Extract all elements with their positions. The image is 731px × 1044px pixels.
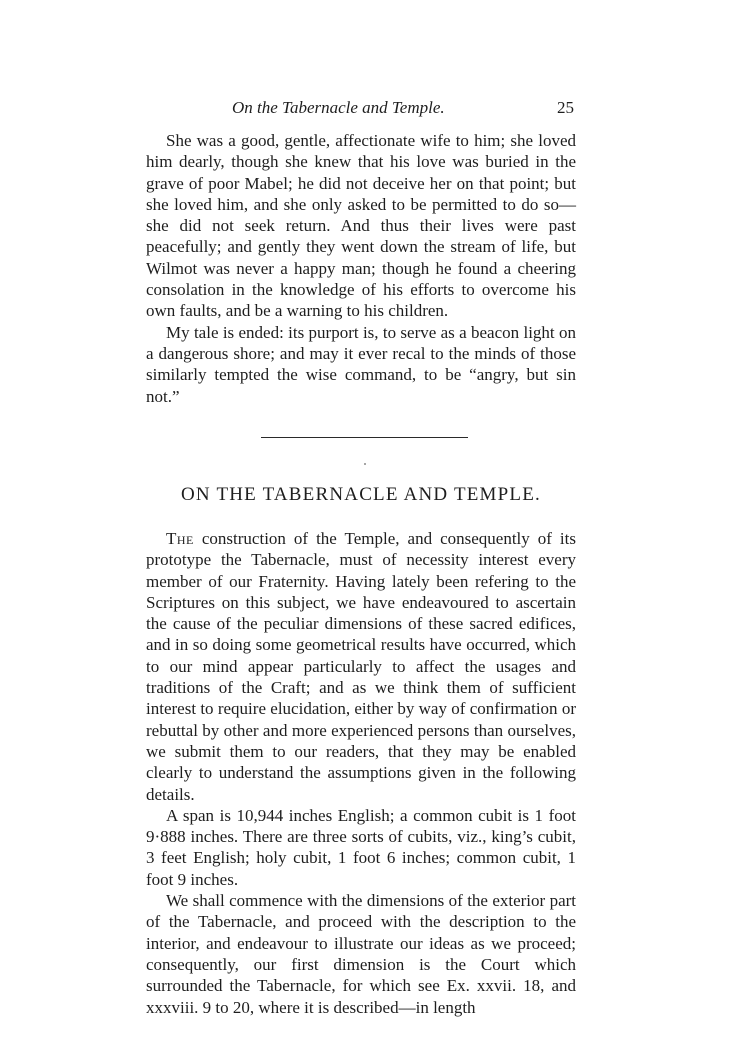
article-body [146,528,576,1018]
story-conclusion [146,130,576,407]
opening-word: The [166,529,194,548]
page-number: 25 [557,98,574,117]
article-title: ON THE TABERNACLE AND TEMPLE. [181,484,541,505]
story-paragraph: My tale is ended: its purport is, to serve as a beacon light on a dangerous shore; and may it ever recal to the minds of those similarly tempted the wise command, to be “angry, but sin not.” [146,322,576,406]
article-paragraph [146,528,576,805]
article-paragraph: A span is 10,944 inches English; a common cubit is 1 foot 9·888 inches. There are three sorts of cubits, viz., king’s cubit, 3 feet English; holy cubit, 1 foot 6 inches; common cubit, 1 foot 9 inches. [146,805,576,889]
print-speck [364,463,366,465]
running-head-title: On the Tabernacle and Temple. [232,98,445,117]
section-divider [261,437,468,438]
running-head [146,98,574,122]
paragraph-text: construction of the Temple, and consequently of its prototype the Tabernacle, must of necessity interest every member of our Fraternity. Having lately been refering to the Scriptures on this subject, we have endeavoured to ascertain the cause of the peculiar dimensions of these sacred edifices, and in so doing some geometrical results have occurred, which to our mind appear particularly to affect the usages and traditions of the Craft; and as we think them of sufficient interest to require elucidation, either by way of confirmation or rebuttal by other and more experienced persons than ourselves, we submit them to our readers, that they may be enabled clearly to understand the assumptions given in the following details. [146,529,576,804]
article-paragraph: We shall commence with the dimensions of the exterior part of the Tabernacle, and proceed with the description to the interior, and endeavour to illustrate our ideas as we proceed; consequently, our first dimension is the Court which surrounded the Tabernacle, for which see Ex. xxvii. 18, and xxxviii. 9 to 20, where it is described—in length [146,891,576,1017]
story-paragraph: She was a good, gentle, affectionate wife to him; she loved him dearly, though she knew that his love was buried in the grave of poor Mabel; he did not deceive her on that point; but she loved him, and she only asked to be permitted to do so—she did not seek return. And thus their lives were past peacefully; and gently they went down the stream of life, but Wilmot was never a happy man; though he found a cheering consolation in the knowledge of his efforts to overcome his own faults, and be a warning to his children. [146,131,576,321]
